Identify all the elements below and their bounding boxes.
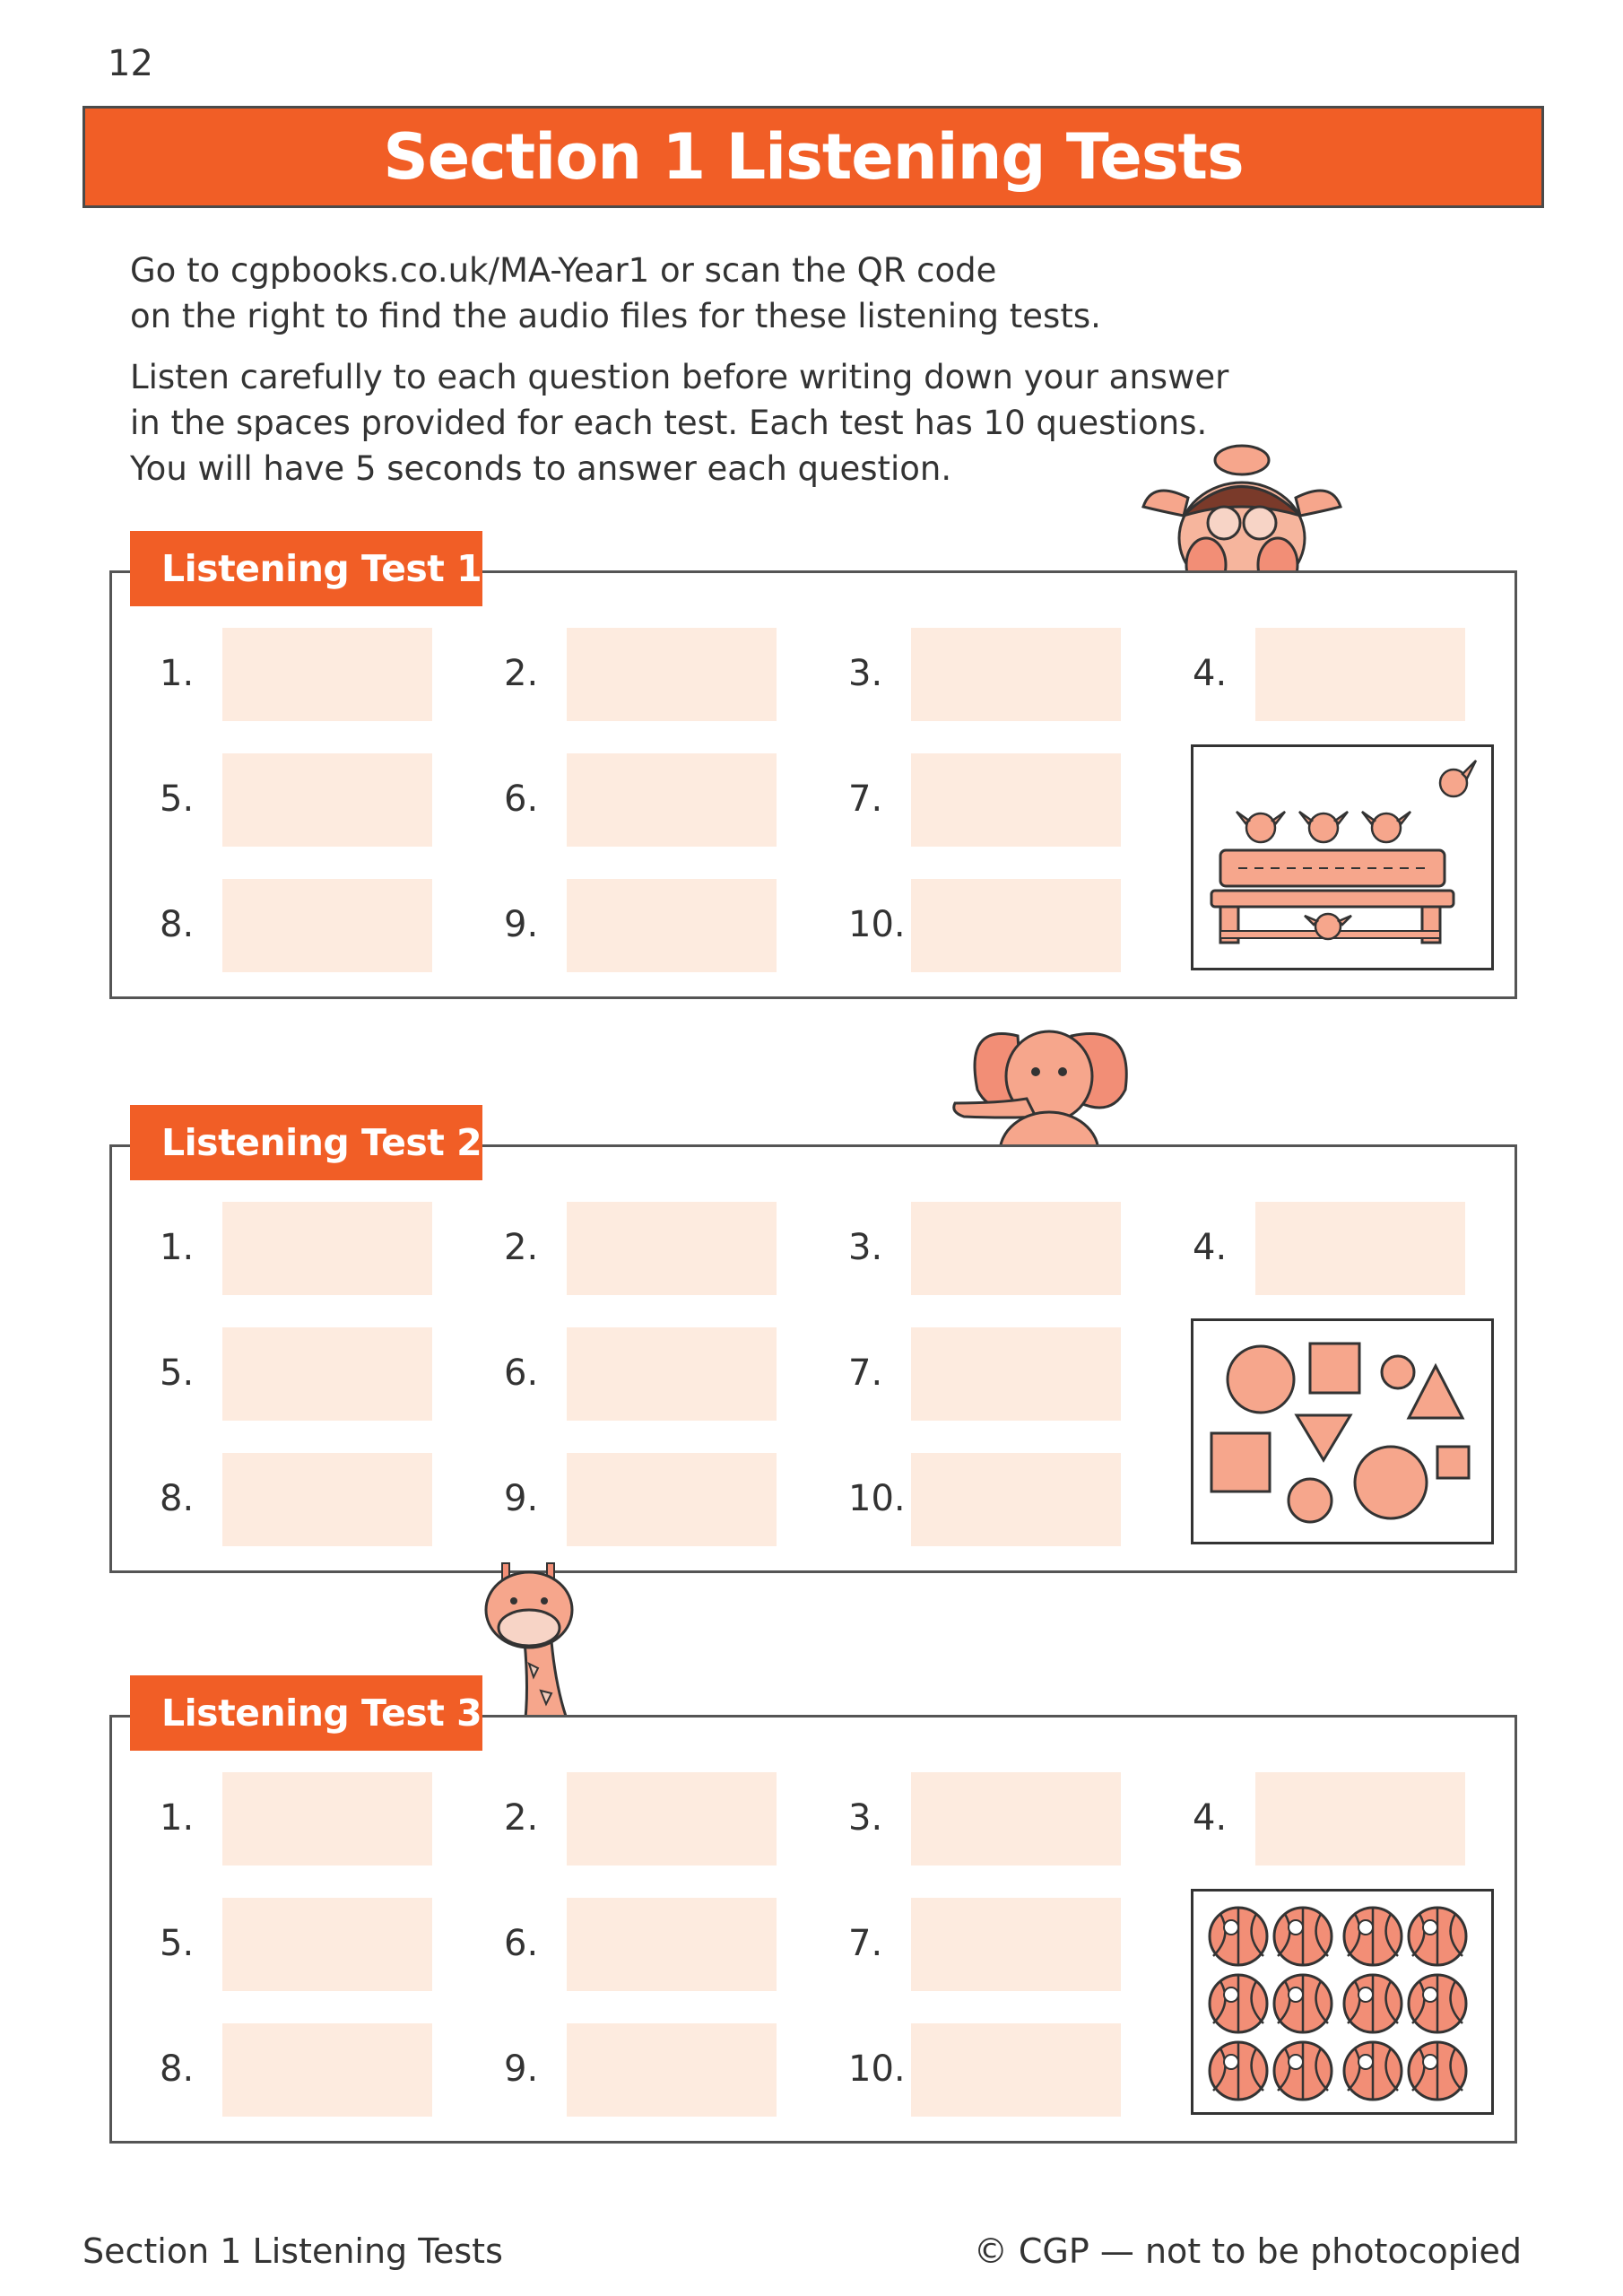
shapes-image (1191, 1318, 1494, 1544)
question-number: 1. (160, 1227, 195, 1268)
question-number: 4. (1193, 653, 1228, 694)
footer-copyright: © CGP — not to be photocopied (973, 2231, 1522, 2271)
answer-box[interactable] (911, 628, 1121, 721)
question-number: 1. (160, 653, 195, 694)
beach-ball-icon (1210, 2042, 1267, 2100)
answer-box[interactable] (567, 628, 777, 721)
question-number: 7. (848, 1352, 883, 1394)
listening-test-label: Listening Test 1 (161, 547, 482, 590)
page-title: Section 1 Listening Tests (383, 120, 1244, 194)
intro-line: Listen carefully to each question before writing down your answer (130, 358, 1229, 396)
beach-ball-icon (1274, 1975, 1332, 2032)
beach-ball-icon (1210, 1908, 1267, 1965)
question-number: 8. (160, 2048, 195, 2090)
question-number: 1. (160, 1797, 195, 1839)
answer-box[interactable] (567, 1453, 777, 1546)
beach-ball-icon (1409, 1908, 1466, 1965)
listening-test-1-tab (130, 531, 482, 606)
answer-box[interactable] (222, 1772, 432, 1866)
footer-section-name: Section 1 Listening Tests (82, 2231, 503, 2271)
question-number: 6. (504, 778, 539, 820)
listening-test-label: Listening Test 2 (161, 1121, 482, 1164)
section-banner (82, 106, 1544, 208)
question-number: 5. (160, 1923, 195, 1964)
answer-box[interactable] (567, 1898, 777, 1991)
question-number: 4. (1193, 1797, 1228, 1839)
intro-line: You will have 5 seconds to answer each question. (130, 449, 952, 488)
question-number: 8. (160, 904, 195, 945)
beach-balls-image (1191, 1889, 1494, 2115)
beach-ball-icon (1210, 1975, 1267, 2032)
answer-box[interactable] (222, 1453, 432, 1546)
question-number: 6. (504, 1923, 539, 1964)
listening-test-label: Listening Test 3 (161, 1692, 482, 1735)
question-number: 10. (848, 2048, 906, 2090)
question-number: 10. (848, 904, 906, 945)
listening-test-2-tab (130, 1105, 482, 1180)
answer-box[interactable] (222, 1327, 432, 1421)
intro-test-instructions (130, 354, 1228, 491)
answer-box[interactable] (911, 2023, 1121, 2117)
answer-box[interactable] (222, 1898, 432, 1991)
question-number: 8. (160, 1478, 195, 1519)
question-number: 2. (504, 653, 539, 694)
answer-box[interactable] (1255, 1772, 1465, 1866)
answer-box[interactable] (911, 879, 1121, 972)
listening-test-3-tab (130, 1675, 482, 1751)
question-number: 3. (848, 653, 883, 694)
question-number: 10. (848, 1478, 906, 1519)
question-number: 3. (848, 1227, 883, 1268)
intro-line: Go to cgpbooks.co.uk/MA-Year1 or scan the QR code (130, 251, 997, 290)
answer-box[interactable] (911, 1772, 1121, 1866)
answer-box[interactable] (911, 1327, 1121, 1421)
question-number: 9. (504, 1478, 539, 1519)
question-number: 2. (504, 1797, 539, 1839)
question-number: 7. (848, 778, 883, 820)
answer-box[interactable] (567, 753, 777, 847)
question-number: 3. (848, 1797, 883, 1839)
birds-on-bench-image (1191, 744, 1494, 970)
question-number: 5. (160, 778, 195, 820)
answer-box[interactable] (911, 753, 1121, 847)
question-number: 4. (1193, 1227, 1228, 1268)
beach-ball-icon (1409, 1975, 1466, 2032)
question-number: 9. (504, 2048, 539, 2090)
answer-box[interactable] (1255, 1202, 1465, 1295)
giraffe-image (471, 1556, 605, 1726)
answer-box[interactable] (567, 879, 777, 972)
answer-box[interactable] (911, 1898, 1121, 1991)
beach-ball-icon (1344, 1975, 1402, 2032)
question-number: 9. (504, 904, 539, 945)
answer-box[interactable] (222, 879, 432, 972)
question-number: 5. (160, 1352, 195, 1394)
answer-box[interactable] (1255, 628, 1465, 721)
answer-box[interactable] (222, 1202, 432, 1295)
beach-ball-icon (1274, 1908, 1332, 1965)
beach-ball-icon (1344, 1908, 1402, 1965)
question-number: 7. (848, 1923, 883, 1964)
beach-ball-icon (1409, 2042, 1466, 2100)
answer-box[interactable] (567, 2023, 777, 2117)
question-number: 6. (504, 1352, 539, 1394)
answer-box[interactable] (222, 2023, 432, 2117)
answer-box[interactable] (567, 1772, 777, 1866)
answer-box[interactable] (222, 628, 432, 721)
intro-line: on the right to find the audio files for these listening tests. (130, 297, 1101, 335)
intro-line: in the spaces provided for each test. Each test has 10 questions. (130, 404, 1208, 442)
beach-ball-icon (1274, 2042, 1332, 2100)
answer-box[interactable] (567, 1202, 777, 1295)
answer-box[interactable] (567, 1327, 777, 1421)
page-number: 12 (108, 43, 153, 84)
answer-box[interactable] (911, 1202, 1121, 1295)
answer-box[interactable] (222, 753, 432, 847)
intro-audio-instructions (130, 248, 1101, 339)
answer-box[interactable] (911, 1453, 1121, 1546)
beach-ball-icon (1344, 2042, 1402, 2100)
question-number: 2. (504, 1227, 539, 1268)
